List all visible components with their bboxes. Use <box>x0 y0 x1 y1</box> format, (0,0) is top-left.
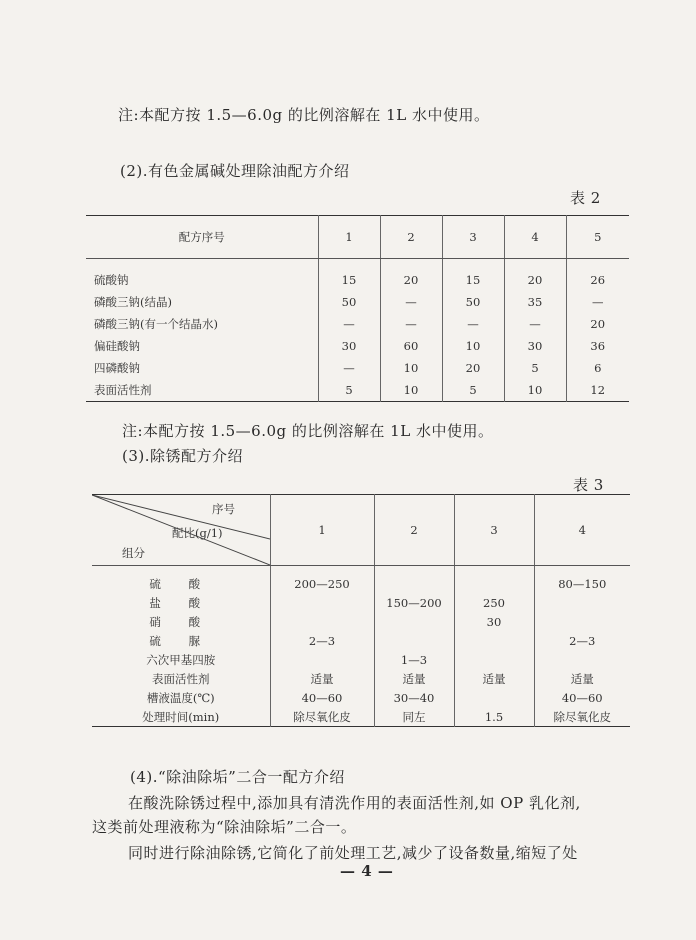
table-cell: 20 <box>442 357 504 379</box>
table-row <box>92 669 630 688</box>
table-cell: 六次甲基四胺 <box>146 652 216 667</box>
table-cell: 适量 <box>534 669 630 688</box>
table-2-caption: 表 2 <box>570 189 601 207</box>
table-cell: 15 <box>442 259 504 292</box>
table-cell: — <box>380 291 442 313</box>
table-3 <box>92 494 630 727</box>
table-header-cell: 1 <box>270 495 374 566</box>
table-cell: 槽液温度(℃) <box>146 690 215 705</box>
table-2-header <box>86 216 629 259</box>
table-cell: 20 <box>566 313 629 335</box>
table-row <box>92 707 630 727</box>
table-cell: 6 <box>566 357 629 379</box>
table-cell: 30 <box>318 335 380 357</box>
table-row <box>86 259 629 292</box>
table-header-cell: 2 <box>380 216 442 259</box>
table-row <box>86 291 629 313</box>
table-cell <box>454 631 534 650</box>
table-cell: 20 <box>504 259 566 292</box>
paragraph-1-line-2: 这类前处理液称为“除油除垢”二合一。 <box>92 818 357 836</box>
table-3-header <box>92 495 630 566</box>
table-cell: 适量 <box>270 669 374 688</box>
table-cell: 15 <box>318 259 380 292</box>
table-cell: 10 <box>442 335 504 357</box>
table-row <box>92 612 630 631</box>
paragraph-2-line-1: 同时进行除油除锈,它简化了前处理工艺,减少了设备数量,缩短了处 <box>128 844 578 862</box>
table-cell: 35 <box>504 291 566 313</box>
table-cell: — <box>442 313 504 335</box>
table-cell <box>270 612 374 631</box>
table-row <box>92 631 630 650</box>
table-cell <box>270 650 374 669</box>
table-cell: 磷酸三钠(结晶) <box>94 295 172 309</box>
table-cell: 10 <box>504 379 566 402</box>
paragraph-1-line-1: 在酸洗除锈过程中,添加具有清洗作用的表面活性剂,如 OP 乳化剂, <box>128 794 581 812</box>
table-cell <box>454 688 534 707</box>
table-row <box>86 335 629 357</box>
table-cell <box>374 631 454 650</box>
table-header-cell: 配方序号 <box>86 216 318 259</box>
table-cell: 5 <box>442 379 504 402</box>
table-cell: 50 <box>318 291 380 313</box>
table-cell: 1—3 <box>374 650 454 669</box>
table-cell: — <box>318 357 380 379</box>
table-row <box>86 357 629 379</box>
table-cell: 适量 <box>374 669 454 688</box>
table-cell <box>374 566 454 594</box>
table-cell: 四磷酸钠 <box>94 361 140 375</box>
table-2 <box>86 215 629 402</box>
table-cell: 除尽氧化皮 <box>270 707 374 727</box>
table-cell: — <box>380 313 442 335</box>
table-cell: 60 <box>380 335 442 357</box>
note-2: 注:本配方按 1.5—6.0g 的比例溶解在 1L 水中使用。 <box>122 422 494 440</box>
table-cell: 30—40 <box>374 688 454 707</box>
table-3-caption: 表 3 <box>573 476 604 494</box>
table-cell: 处理时间(min) <box>142 709 220 724</box>
table-cell: 硫 酸 <box>149 576 213 591</box>
table-cell: 50 <box>442 291 504 313</box>
section-3-title: (3).除锈配方介绍 <box>122 447 244 465</box>
table-row <box>92 688 630 707</box>
table-header-cell: 4 <box>534 495 630 566</box>
table-cell: 150—200 <box>374 593 454 612</box>
table-row <box>86 313 629 335</box>
diagonal-header-cell <box>92 495 270 566</box>
table-cell: 除尽氧化皮 <box>534 707 630 727</box>
table-cell <box>454 650 534 669</box>
table-cell: 10 <box>380 357 442 379</box>
table-cell: 26 <box>566 259 629 292</box>
table-cell: 适量 <box>454 669 534 688</box>
table-cell: 同左 <box>374 707 454 727</box>
table-cell: 2—3 <box>270 631 374 650</box>
table-cell <box>534 593 630 612</box>
page-number: — 4 — <box>340 862 394 880</box>
table-cell: 20 <box>380 259 442 292</box>
table-cell: 12 <box>566 379 629 402</box>
table-cell: 盐 酸 <box>149 595 213 610</box>
table-cell: 2—3 <box>534 631 630 650</box>
table-cell: 250 <box>454 593 534 612</box>
table-cell: 偏硅酸钠 <box>94 339 140 353</box>
table-cell: 硝 酸 <box>149 614 213 629</box>
diag-label-middle: 配比(g/1) <box>172 526 223 540</box>
diag-label-bottom: 组分 <box>122 546 145 560</box>
table-cell: 200—250 <box>270 566 374 594</box>
table-cell: — <box>318 313 380 335</box>
table-cell: 1.5 <box>454 707 534 727</box>
table-header-cell: 4 <box>504 216 566 259</box>
table-row <box>86 379 629 402</box>
table-header-cell: 1 <box>318 216 380 259</box>
table-cell: — <box>504 313 566 335</box>
table-cell <box>270 593 374 612</box>
table-cell: 硫 脲 <box>149 633 213 648</box>
table-header-cell: 3 <box>454 495 534 566</box>
table-cell <box>374 612 454 631</box>
table-cell: — <box>566 291 629 313</box>
table-cell <box>454 566 534 594</box>
table-cell: 40—60 <box>534 688 630 707</box>
table-cell <box>534 612 630 631</box>
section-4-title: (4).“除油除垢”二合一配方介绍 <box>130 768 345 786</box>
note-1: 注:本配方按 1.5—6.0g 的比例溶解在 1L 水中使用。 <box>118 106 490 124</box>
table-row <box>92 566 630 594</box>
table-cell: 36 <box>566 335 629 357</box>
table-cell: 表面活性剂 <box>94 383 152 397</box>
table-header-cell: 3 <box>442 216 504 259</box>
section-2-title: (2).有色金属碱处理除油配方介绍 <box>120 162 350 180</box>
table-cell: 表面活性剂 <box>152 671 210 686</box>
table-row <box>92 650 630 669</box>
table-header-cell: 2 <box>374 495 454 566</box>
table-cell: 磷酸三钠(有一个结晶水) <box>94 317 218 331</box>
table-cell: 5 <box>504 357 566 379</box>
table-header-cell: 5 <box>566 216 629 259</box>
table-cell: 硫酸钠 <box>94 273 129 287</box>
table-cell: 80—150 <box>534 566 630 594</box>
table-cell: 5 <box>318 379 380 402</box>
diag-label-top: 序号 <box>212 502 235 516</box>
table-cell <box>534 650 630 669</box>
table-cell: 30 <box>454 612 534 631</box>
table-cell: 30 <box>504 335 566 357</box>
table-cell: 10 <box>380 379 442 402</box>
table-row <box>92 593 630 612</box>
table-cell: 40—60 <box>270 688 374 707</box>
